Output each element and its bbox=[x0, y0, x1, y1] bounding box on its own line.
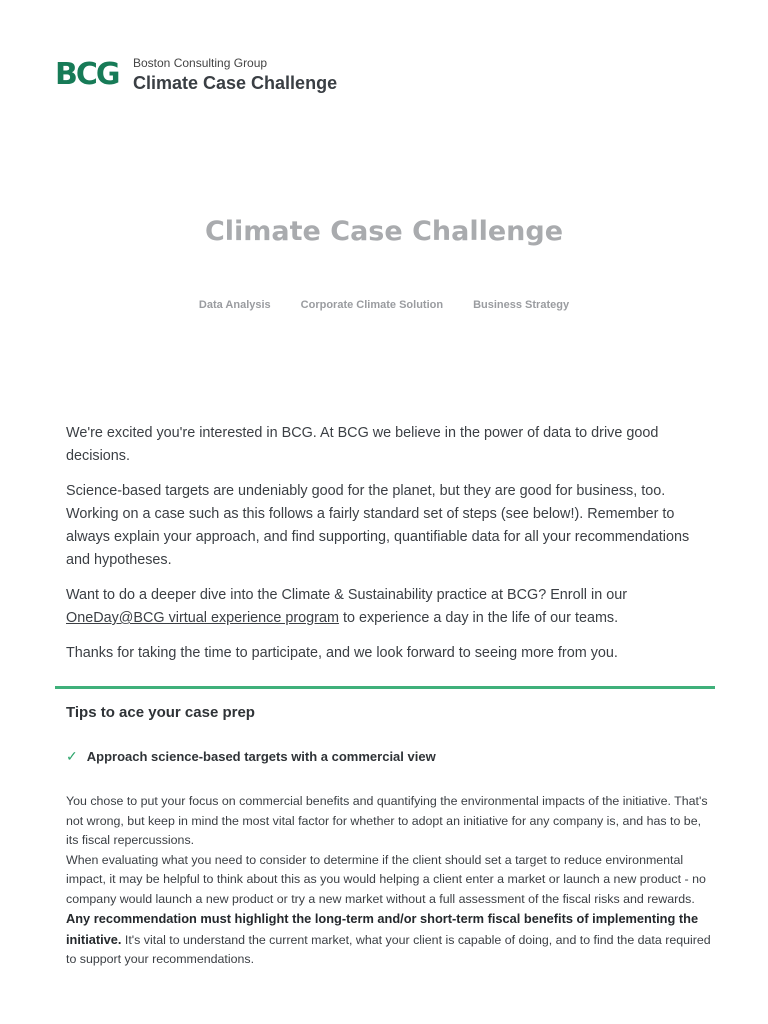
product-name: Climate Case Challenge bbox=[133, 73, 338, 93]
bcg-logo[interactable]: BCG bbox=[55, 57, 119, 92]
tip-heading: Approach science-based targets with a commercial view bbox=[86, 749, 436, 764]
oneday-program-link[interactable]: OneDay@BCG virtual experience program bbox=[66, 610, 339, 626]
intro-section bbox=[66, 422, 716, 677]
intro-paragraph-3 bbox=[66, 584, 716, 630]
intro-paragraph-2: Science-based targets are undeniably good for the planet, but they are good for business, too. Working on a case such as this follows a fairly standard set of steps (see below!). Remember to always explain your approach, and find supporting, quantifiable data for all your recommendations and hypotheses. bbox=[66, 483, 690, 568]
intro-p3-text-after: to experience a day in the life of our teams. bbox=[338, 610, 619, 626]
tag-data-analysis: Data Analysis bbox=[198, 299, 271, 311]
skill-tags bbox=[0, 299, 768, 311]
tip-body-paragraph-2: When evaluating what you need to consider to determine if the client should set a target to reduce environmental impact, it may be helpful to think about this as you would helping a client enter a market or launch a new product - no company would launch a new product or try a new market without a full assessment of the fiscal risks and rewards. bbox=[66, 852, 706, 906]
check-icon: ✓ bbox=[66, 748, 78, 764]
intro-paragraph-4: Thanks for taking the time to participate, and we look forward to seeing more from you. bbox=[66, 645, 618, 661]
tag-corporate-climate-solution: Corporate Climate Solution bbox=[300, 299, 444, 311]
tip-body-paragraph-1: You chose to put your focus on commercial benefits and quantifying the environmental impacts of the initiative. That's not wrong, but keep in mind the most vital factor for whether to adopt an initiative for any company is, and has to be, its fiscal repercussions. bbox=[66, 794, 708, 847]
tips-card bbox=[55, 686, 715, 966]
tag-business-strategy: Business Strategy bbox=[473, 299, 570, 311]
tip-body-emphasis: Any recommendation must highlight the long-term and/or short-term fiscal benefits of implementing the initiative. bbox=[66, 911, 699, 947]
tips-title: Tips to ace your case prep bbox=[66, 704, 255, 721]
site-header bbox=[55, 56, 337, 94]
brand-block bbox=[133, 56, 337, 94]
tip-body bbox=[66, 792, 711, 970]
tip-item[interactable] bbox=[66, 748, 436, 765]
company-name: Boston Consulting Group bbox=[133, 56, 268, 70]
tip-body-paragraph-3 bbox=[66, 909, 711, 970]
intro-p3-text-before: Want to do a deeper dive into the Climate & Sustainability practice at BCG? Enroll in our bbox=[66, 587, 627, 603]
tip-body-paragraph-3-text: It's vital to understand the current market, what your client is capable of doing, and to find the data required to support your recommendations. bbox=[66, 932, 711, 966]
page-title: Climate Case Challenge bbox=[204, 216, 564, 247]
intro-paragraph-1: We're excited you're interested in BCG. At BCG we believe in the power of data to drive good decisions. bbox=[66, 425, 659, 464]
